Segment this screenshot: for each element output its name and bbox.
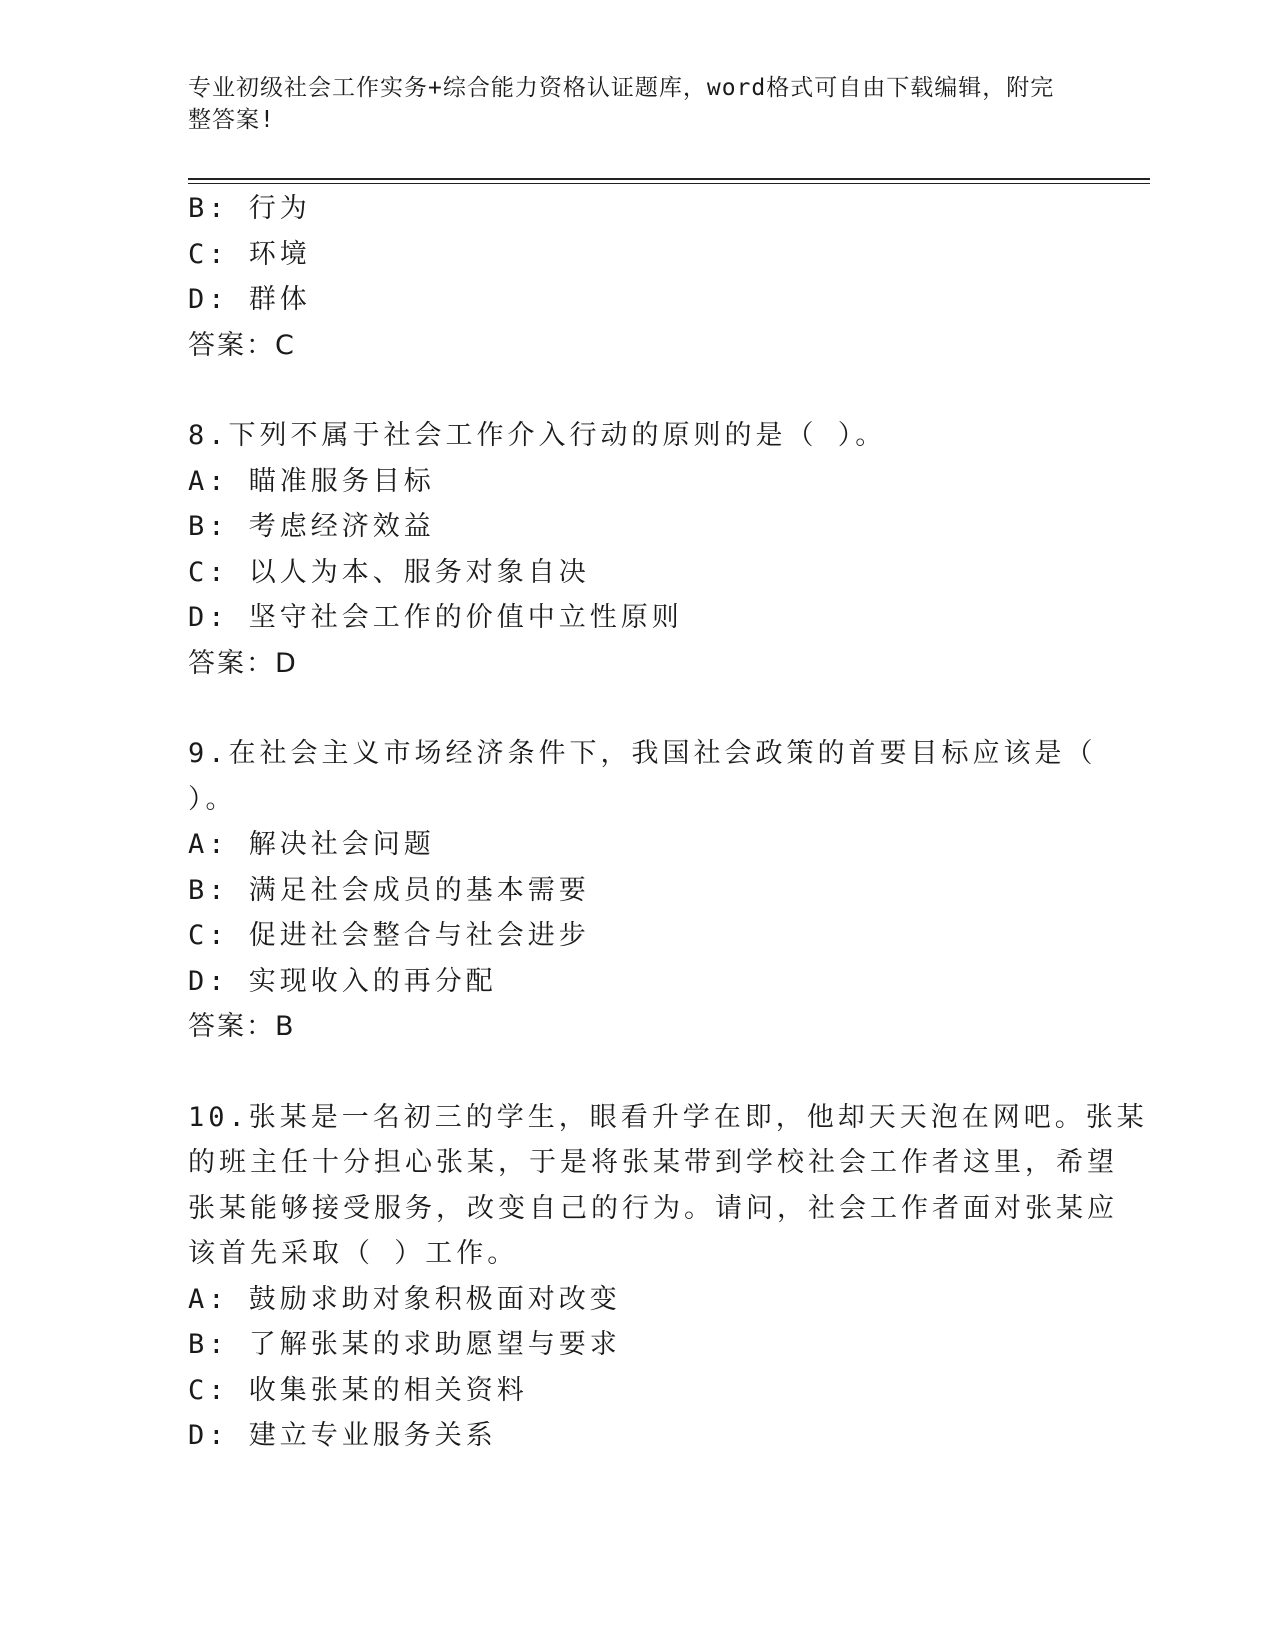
question-text-continued: 的班主任十分担心张某，于是将张某带到学校社会工作者这里，希望 — [188, 1147, 1118, 1178]
question-9 — [188, 731, 1097, 1050]
answer-line: 答案：D — [188, 647, 298, 679]
header-line-1: 专业初级社会工作实务+综合能力资格认证题库，word格式可自由下载编辑，附完 — [188, 75, 1055, 101]
option-b: B: 行为 — [188, 193, 311, 224]
header-divider-thin — [188, 183, 1150, 184]
prev-question — [188, 186, 1088, 368]
option-a: A: 瞄准服务目标 — [188, 465, 435, 497]
answer-line: 答案：C — [188, 329, 296, 361]
option-d: D: 建立专业服务关系 — [188, 1420, 497, 1451]
question-text-continued: 该首先采取（ ）工作。 — [188, 1238, 519, 1269]
page-header — [188, 72, 1088, 136]
spacer — [188, 368, 1088, 413]
option-d: D: 群体 — [188, 284, 311, 315]
option-d: D: 实现收入的再分配 — [188, 965, 497, 997]
question-text-continued: ）。 — [188, 783, 237, 815]
option-b: B: 考虑经济效益 — [188, 511, 435, 542]
option-d: D: 坚守社会工作的价值中立性原则 — [188, 602, 683, 633]
spacer — [188, 686, 1088, 731]
option-a: A: 鼓励求助对象积极面对改变 — [188, 1283, 621, 1315]
question-text: 10.张某是一名初三的学生，眼看升学在即，他却天天泡在网吧。张某 — [188, 1101, 1148, 1133]
question-text-continued: 张某能够接受服务，改变自己的行为。请问，社会工作者面对张某应 — [188, 1192, 1118, 1224]
option-c: C: 以人为本、服务对象自决 — [188, 556, 590, 588]
option-b: B: 满足社会成员的基本需要 — [188, 874, 590, 906]
option-c: C: 促进社会整合与社会进步 — [188, 920, 590, 951]
option-a: A: 解决社会问题 — [188, 829, 435, 860]
question-10 — [188, 1095, 1148, 1459]
option-c: C: 环境 — [188, 238, 311, 270]
header-line-2: 整答案! — [188, 107, 275, 133]
answer-line: 答案：B — [188, 1011, 296, 1042]
option-b: B: 了解张某的求助愿望与要求 — [188, 1329, 621, 1360]
option-c: C: 收集张某的相关资料 — [188, 1374, 528, 1406]
question-text: 9.在社会主义市场经济条件下，我国社会政策的首要目标应该是（ — [188, 738, 1097, 769]
header-divider-thick — [188, 178, 1150, 180]
question-text: 8.下列不属于社会工作介入行动的原则的是（ ）。 — [188, 420, 887, 451]
spacer — [188, 1050, 1088, 1095]
document-content — [188, 186, 1148, 1459]
question-8 — [188, 413, 1088, 686]
